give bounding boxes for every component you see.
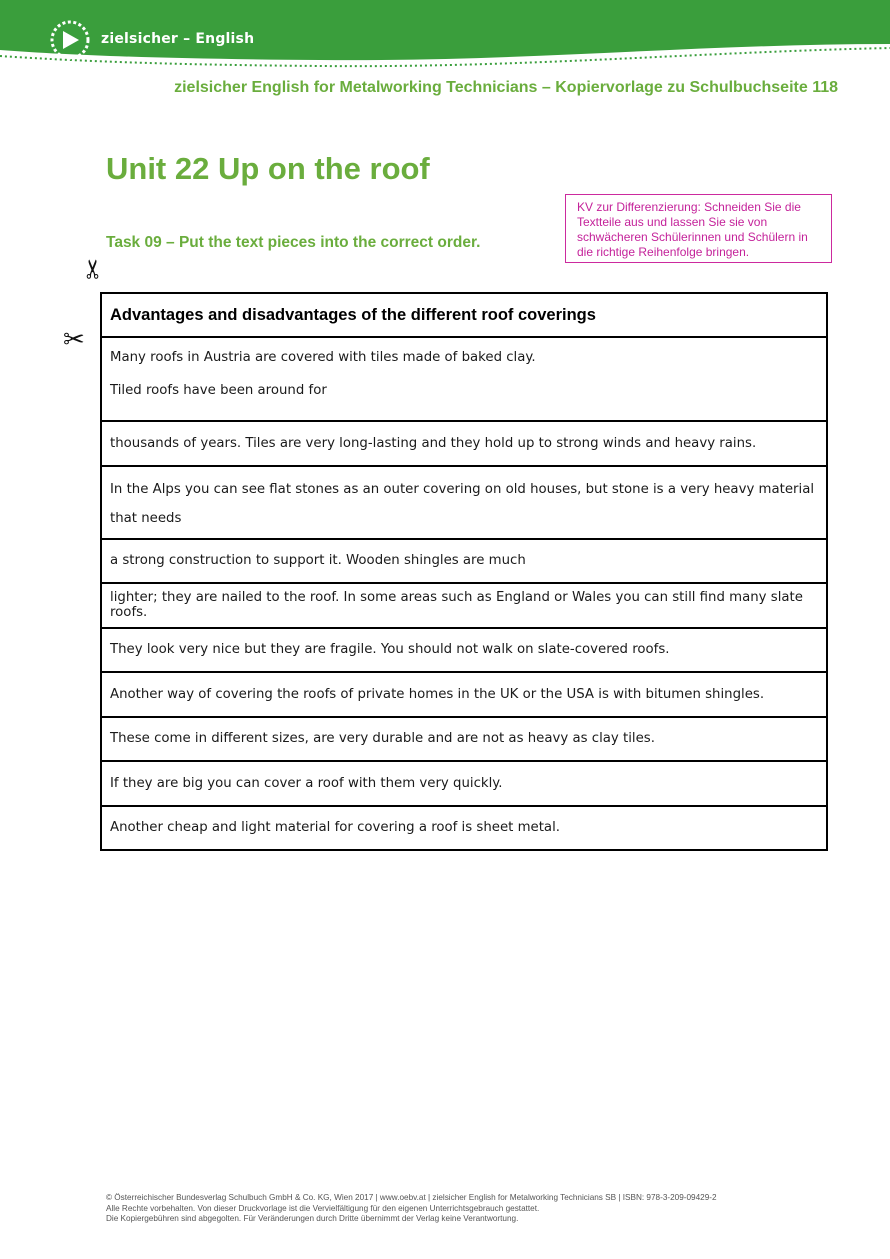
unit-title: Unit 22 Up on the roof — [106, 151, 430, 186]
page-subtitle: zielsicher English for Metalworking Technicians – Kopiervorlage zu Schulbuchseite 118 — [174, 79, 838, 96]
teacher-note-text: KV zur Differenzierung: Schneiden Sie die Textteile aus und lassen Sie sie von schwächeren Schülerinnen und Schülern in die richtige Reihenfolge bringen. — [577, 200, 808, 259]
text-piece — [102, 338, 826, 422]
table-heading: Advantages and disadvantages of the different roof coverings — [102, 294, 826, 338]
task-instruction: Task 09 – Put the text pieces into the correct order. — [106, 234, 481, 251]
text-piece: a strong construction to support it. Wooden shingles are much — [102, 540, 826, 585]
footer-line: Alle Rechte vorbehalten. Von dieser Druckvorlage ist die Vervielfältigung für den eigenen Unterrichtsgebrauch gestattet. — [106, 1203, 540, 1213]
text-piece: If they are big you can cover a roof with them very quickly. — [102, 762, 826, 807]
text-piece: thousands of years. Tiles are very long-lasting and they hold up to strong winds and heavy rains. — [102, 422, 826, 467]
scissors-icon: ✂ — [77, 258, 108, 280]
text-piece: Another way of covering the roofs of private homes in the UK or the USA is with bitumen shingles. — [102, 673, 826, 718]
text-piece: Another cheap and light material for covering a roof is sheet metal. — [102, 807, 826, 852]
scissors-icon: ✂ — [63, 324, 85, 354]
text-piece: These come in different sizes, are very durable and are not as heavy as clay tiles. — [102, 718, 826, 763]
text-piece: They look very nice but they are fragile. You should not walk on slate-covered roofs. — [102, 629, 826, 674]
text-piece: In the Alps you can see flat stones as an outer covering on old houses, but stone is a very heavy material that needs — [102, 467, 826, 540]
footer-line: © Österreichischer Bundesverlag Schulbuch GmbH & Co. KG, Wien 2017 | www.oebv.at | zielsicher English for Metalworking Technicians SB | ISBN: 978-3-209-09429-2 — [106, 1193, 717, 1202]
teacher-note-box — [565, 194, 832, 263]
text-piece-line: Many roofs in Austria are covered with tiles made of baked clay. — [110, 350, 536, 365]
copyright-footer — [106, 1193, 846, 1225]
text-piece: lighter; they are nailed to the roof. In some areas such as England or Wales you can still find many slate roofs. — [102, 584, 826, 629]
text-pieces-table — [100, 292, 828, 851]
text-piece-line: Tiled roofs have been around for — [110, 383, 327, 398]
brand-name: zielsicher – English — [101, 31, 255, 47]
footer-line: Die Kopiergebühren sind abgegolten. Für Veränderungen durch Dritte übernimmt der Verlag keine Verantwortung. — [106, 1214, 519, 1223]
